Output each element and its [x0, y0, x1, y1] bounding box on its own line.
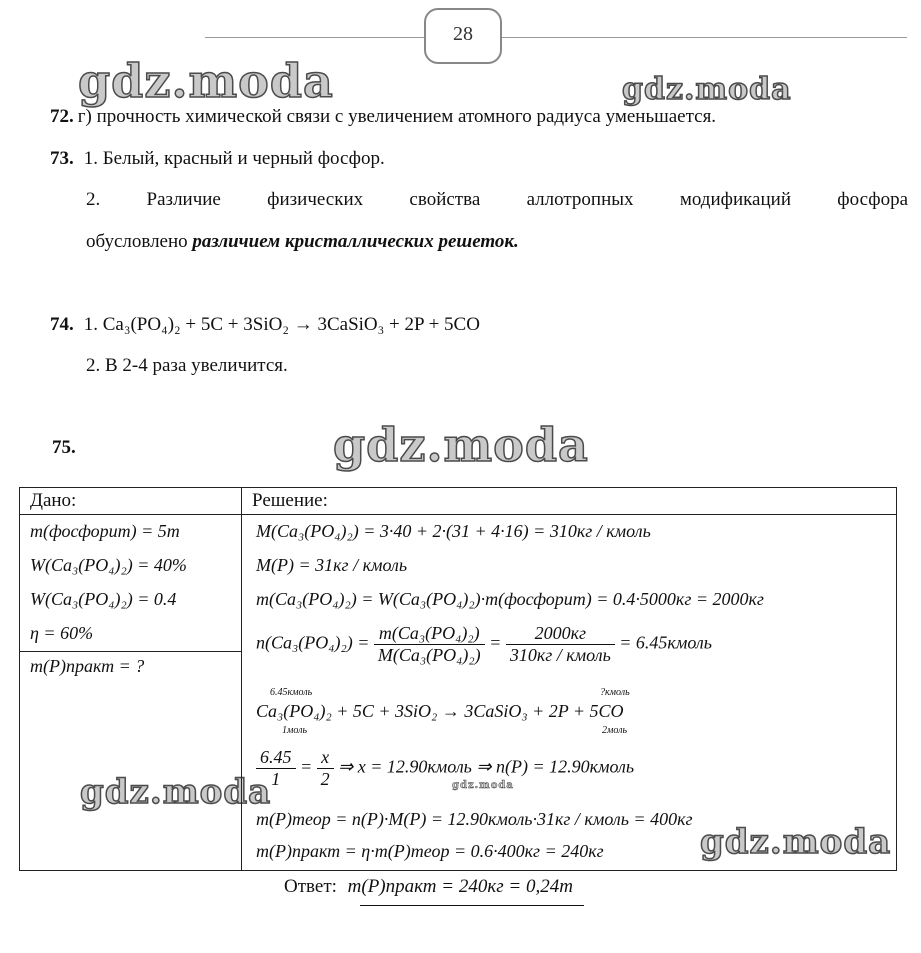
task-number: 73.: [50, 148, 74, 169]
step-molar-mass-phosphate: M(Ca₃(PO₄)₂) = 3·40 + 2·(31 + 4·16) = 310кг / кмоль: [256, 521, 651, 541]
fraction: $\frac{\text{m(Ca₃(PO₄)₂)}}{\text{M(Ca₃(PO₄)₂)}}$: [374, 623, 485, 666]
header-rule-right: [502, 37, 907, 38]
annotation: ?кмоль: [600, 687, 630, 698]
fraction: $\frac{2000кг}{\text{310кг / кмоль}}$: [506, 623, 615, 666]
answer: [284, 876, 573, 898]
given-header-cell: [20, 488, 242, 515]
given-item: m(фосфорит) = 5т: [30, 521, 180, 541]
given-item: W(Ca₃(PO₄)₂) = 40%: [30, 555, 187, 575]
answer-label: Ответ:: [284, 876, 337, 897]
watermark-logo: gdz.moda: [78, 54, 334, 108]
given-item: η = 60%: [30, 623, 94, 643]
annotation: 2моль: [602, 725, 628, 736]
step-molar-mass-p: M(P) = 31кг / кмоль: [256, 555, 408, 575]
watermark-logo: gdz.moda: [80, 772, 272, 812]
step-proportion: $\frac{6.45}{1}$ = $\frac{x}{2}$ ⇒ x = 12.90кмоль ⇒ n(P) = 12.90кмоль: [256, 747, 634, 790]
given-item: W(Ca₃(PO₄)₂) = 0.4: [30, 589, 177, 609]
task-text: 1. Белый, красный и черный фосфор.: [83, 148, 385, 169]
page-number: 28: [424, 8, 502, 64]
task-74-line2: 2. В 2-4 раза увеличится.: [86, 355, 288, 376]
step-theoretical-mass: m(P)теор = n(P)·M(P) = 12.90кмоль·31кг / кмоль = 400кг: [256, 809, 693, 829]
watermark-logo: gdz.moda: [700, 822, 892, 862]
task-number: 72.: [50, 106, 74, 127]
solution-header-cell: [242, 488, 897, 515]
reaction-equation: 1. Ca₃(PO₄)₂ + 5C + 3SiO₂ → 3CaSiO₃ + 2P + 5CO: [83, 314, 480, 335]
task-number: 74.: [50, 314, 74, 335]
watermark-logo: gdz.moda: [622, 72, 792, 107]
given-header: Дано:: [30, 490, 77, 511]
answer-value: m(P)практ = 240кг = 0,24т: [347, 876, 573, 897]
task-73-line2: 2. Различие физических свойства аллотропных модификаций фосфора: [86, 189, 908, 210]
fraction: $\frac{6.45}{1}$: [256, 747, 296, 790]
step-reaction-equation: Ca₃(PO₄)₂ + 5C + 3SiO₂ → 3CaSiO₃ + 2P + 5CO: [256, 701, 624, 721]
solution-cell: [242, 515, 897, 871]
annotation: 1моль: [282, 725, 308, 736]
step-practical-mass: m(P)практ = η·m(P)теор = 0.6·400кг = 240кг: [256, 841, 604, 861]
step-mass-phosphate: m(Ca₃(PO₄)₂) = W(Ca₃(PO₄)₂)·m(фосфорит) = 0.4·5000кг = 2000кг: [256, 589, 764, 609]
answer-underline: [360, 905, 584, 906]
emphasis-text: различием кристаллических решеток.: [192, 231, 519, 252]
task-75-number: 75.: [52, 437, 76, 458]
watermark-logo: gdz.moda: [333, 418, 589, 472]
given-cell: [20, 515, 242, 652]
watermark-logo: gdz.moda: [452, 780, 514, 791]
annotation: 6.45кмоль: [270, 687, 313, 698]
task-73-line3: обусловлено различием кристаллических решеток.: [86, 231, 519, 252]
task-73-line1: [50, 148, 385, 170]
task-72: [50, 106, 716, 128]
fraction: $\frac{x}{2}$: [317, 747, 334, 790]
solution-header: Решение:: [252, 490, 328, 511]
task-text: г) прочность химической связи с увеличением атомного радиуса уменьшается.: [77, 106, 717, 127]
header-rule-left: [205, 37, 424, 38]
task-74-line1: [50, 314, 480, 336]
find-cell: [20, 652, 242, 871]
find-item: m(P)практ = ?: [30, 656, 145, 676]
solution-table: [19, 487, 897, 871]
step-moles-phosphate: n(Ca₃(PO₄)₂) = $\frac{\text{m(Ca₃(PO₄)₂)}}{\text{M(Ca₃(PO₄)₂)}}$ = $\frac{2000кг}{\text{310кг / кмоль}}$ = 6.45кмоль: [256, 623, 712, 665]
